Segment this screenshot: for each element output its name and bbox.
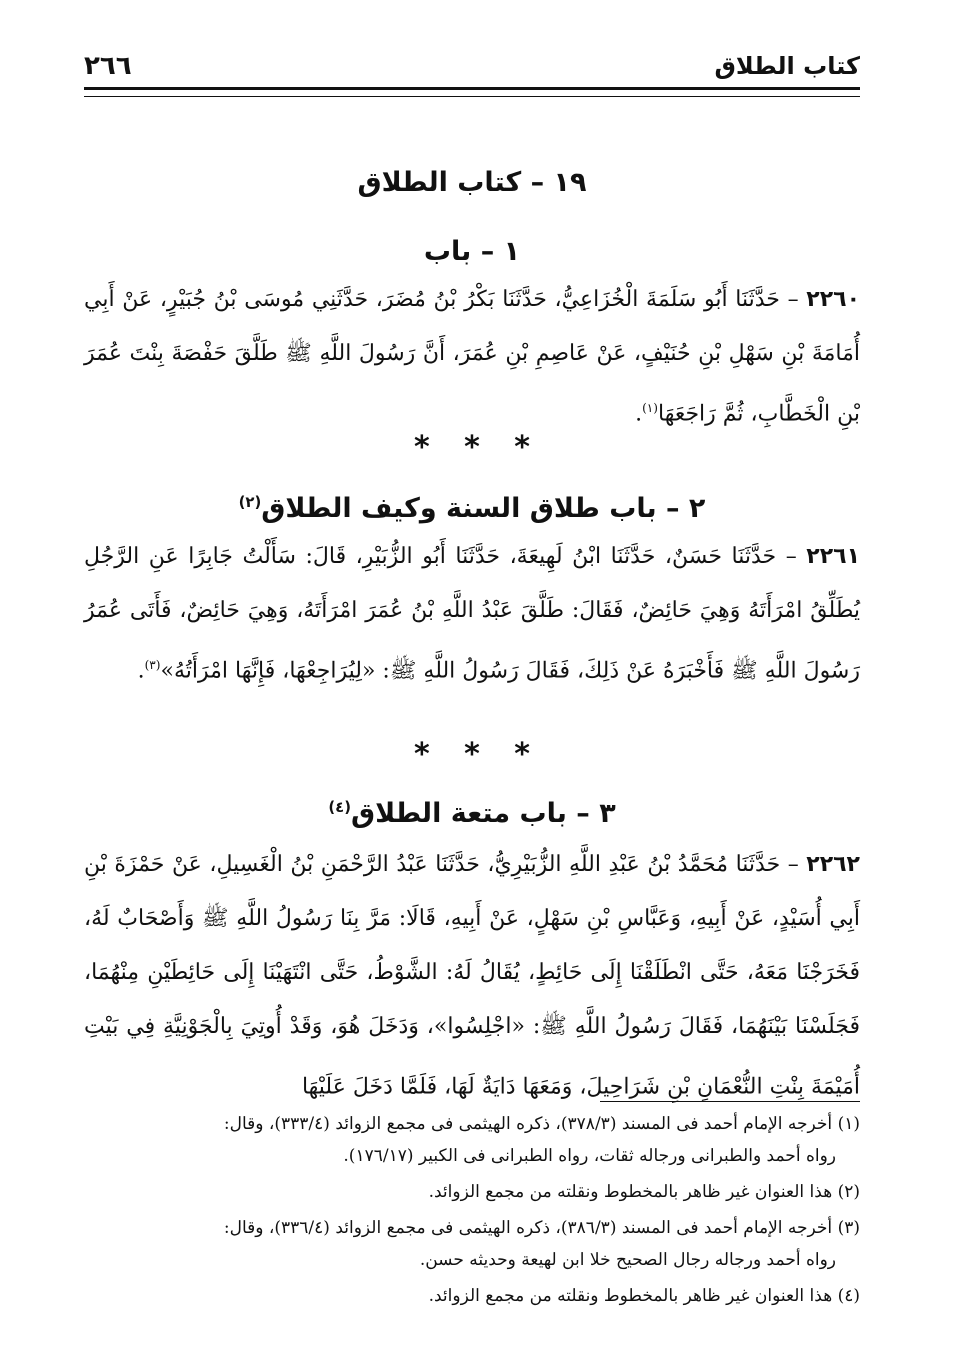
footnote-3 [84, 1212, 860, 1276]
footnote-text-cont: رواه أحمد ورجاله رجال الصحيح خلا ابن لهيعة وحديثه حسن. [419, 1250, 836, 1270]
footnote-marker: (٢) [837, 1182, 860, 1202]
hadith-text: – حَدَّثَنَا أَبُو سَلَمَةَ الْخُزَاعِيُّ، حَدَّثَنَا بَكْرُ بْنُ مُضَرَ، حَدَّثَنِي مُوسَى بْنُ جُبَيْرٍ، عَنْ أَبِي أُمَامَةَ بْنِ سَهْلِ بْنِ حُنَيْفٍ، عَنْ عَاصِمِ بْنِ عُمَرَ، أَنَّ رَسُولَ اللَّهِ ﷺ طَلَّقَ حَفْصَةَ بِنْتَ عُمَرَ بْنِ الْخَطَّابِ، ثُمَّ رَاجَعَهَا [84, 287, 860, 427]
section-2-heading [84, 482, 860, 529]
hadith-number: ٢٢٦٠ [806, 287, 860, 312]
section-separator: * * * [414, 737, 530, 772]
footnote-ref: (١) [642, 401, 658, 415]
hadith-2262 [84, 838, 860, 1114]
hadith-2260: ٢٢٦٠ – حَدَّثَنَا أَبُو سَلَمَةَ الْخُزَاعِيُّ، حَدَّثَنَا بَكْرُ بْنُ مُضَرَ، حَدَّثَنِي مُوسَى بْنُ جُبَيْرٍ، عَنْ أَبِي أُمَامَةَ بْنِ سَهْلِ بْنِ حُنَيْفٍ، عَنْ عَاصِمِ بْنِ عُمَرَ، أَنَّ رَسُولَ اللَّهِ ﷺ طَلَّقَ حَفْصَةَ بِنْتَ عُمَرَ بْنِ الْخَطَّابِ، ثُمَّ رَاجَعَهَا$^{(١)}$. [84, 287, 860, 427]
footnote-ref: (٣) [144, 658, 161, 672]
hadith-text: – حَدَّثَنَا حَسَنٌ، حَدَّثَنَا ابْنُ لَهِيعَةَ، حَدَّثَنَا أَبُو الزُّبَيْرِ، قَالَ: سَأَلْتُ جَابِرًا عَنِ الرَّجُلِ يُطَلِّقُ امْرَأَتَهُ وَهِيَ حَائِضٌ، فَقَالَ: طَلَّقَ عَبْدُ اللَّهِ بْنُ عُمَرَ امْرَأَتَهُ، وَهِيَ حَائِضٌ، فَأَتَى عُمَرُ رَسُولَ اللَّهِ ﷺ فَأَخْبَرَهُ عَنْ ذَلِكَ، فَقَالَ رَسُولُ اللَّهِ ﷺ: «لِيُرَاجِعْهَا، فَإِنَّهَا امْرَأَتُهُ» [84, 544, 860, 684]
footnote-1 [84, 1108, 860, 1172]
footnote-text: أخرجه الإمام أحمد فى المسند (٣٧٨/٣)، ذكره الهيثمى فى مجمع الزوائد (٣٣٣/٤)، وقال: [223, 1114, 833, 1134]
footnote-marker: (٣) [837, 1218, 860, 1238]
hadith-text: – حَدَّثَنَا مُحَمَّدُ بْنُ عَبْدِ اللَّهِ الزُّبَيْرِيُّ، حَدَّثَنَا عَبْدُ الرَّحْمَنِ بْنُ الْغَسِيلِ، عَنْ حَمْزَةَ بْنِ أَبِي أُسَيْدٍ، عَنْ أَبِيهِ، وَعَبَّاسِ بْنِ سَهْلٍ، عَنْ أَبِيهِ، قَالَا: مَرَّ بِنَا رَسُولُ اللَّهِ ﷺ وَأَصْحَابٌ لَهُ، فَخَرَجْنَا مَعَهُ، حَتَّى انْطَلَقْنَا إِلَى حَائِطٍ، يُقَالُ لَهُ: الشَّوْطُ، حَتَّى انْتَهَيْنَا إِلَى حَائِطَيْنِ مِنْهُمَا، فَجَلَسْنَا بَيْنَهُمَا، فَقَالَ رَسُولُ اللَّهِ ﷺ: «اجْلِسُوا»، وَدَخَلَ هُوَ، وَقَدْ أُوتِيَ بِالْجَوْنِيَّةِ فِي بَيْتِ أُمَيْمَةَ بِنْتِ النُّعْمَانِ بْنِ شَرَاحِيلَ، وَمَعَهَا دَايَةٌ لَهَا، فَلَمَّا دَخَلَ عَلَيْهَا [84, 852, 860, 1100]
footnote-text: هذا العنوان غير ظاهر بالمخطوط ونقلته من مجمع الزوائد. [428, 1182, 833, 1202]
footnotes [84, 1108, 860, 1316]
section-3-heading-note: (٤) [328, 798, 351, 816]
header-rule [84, 87, 860, 97]
section-2-title: ٢ – باب طلاق السنة وكيف الطلاق [261, 493, 706, 524]
section-3-title: ٣ – باب متعة الطلاق [350, 798, 616, 829]
footnote-marker: (١) [837, 1114, 860, 1134]
section-1-heading [84, 225, 860, 272]
section-2-heading-note: (٢) [238, 493, 262, 511]
footnote-marker: (٤) [837, 1286, 860, 1306]
running-title: كتاب الطلاق [714, 52, 860, 80]
footnote-2 [84, 1176, 860, 1208]
footnote-rule [600, 1101, 860, 1102]
footnote-4 [84, 1280, 860, 1312]
hadith-2261: ٢٢٦١ – حَدَّثَنَا حَسَنٌ، حَدَّثَنَا ابْنُ لَهِيعَةَ، حَدَّثَنَا أَبُو الزُّبَيْرِ، قَالَ: سَأَلْتُ جَابِرًا عَنِ الرَّجُلِ يُطَلِّقُ امْرَأَتَهُ وَهِيَ حَائِضٌ، فَقَالَ: طَلَّقَ عَبْدُ اللَّهِ بْنُ عُمَرَ امْرَأَتَهُ، وَهِيَ حَائِضٌ، فَأَتَى عُمَرُ رَسُولَ اللَّهِ ﷺ فَأَخْبَرَهُ عَنْ ذَلِكَ، فَقَالَ رَسُولُ اللَّهِ ﷺ: «لِيُرَاجِعْهَا، فَإِنَّهَا امْرَأَتُهُ»$^{(٣)}$. [84, 544, 860, 684]
footnote-text-cont: رواه أحمد والطبرانى ورجاله ثقات، رواه الطبرانى فى الكبير (١٧٦/١٧). [343, 1146, 836, 1166]
hadith-number: ٢٢٦١ [806, 544, 860, 569]
footnote-text: أخرجه الإمام أحمد فى المسند (٣٨٦/٣)، ذكره الهيثمى فى مجمع الزوائد (٣٣٦/٤)، وقال: [223, 1218, 833, 1238]
hadith-number: ٢٢٦٢ [806, 852, 860, 877]
footnote-text: هذا العنوان غير ظاهر بالمخطوط ونقلته من مجمع الزوائد. [428, 1286, 833, 1306]
section-separator: * * * [414, 430, 530, 465]
book-heading: ١٩ – كتاب الطلاق [357, 167, 587, 198]
running-header [84, 46, 860, 86]
section-3-heading [84, 787, 860, 834]
page-number: ٢٦٦ [84, 51, 132, 81]
section-1-title: ١ – باب [423, 236, 521, 267]
